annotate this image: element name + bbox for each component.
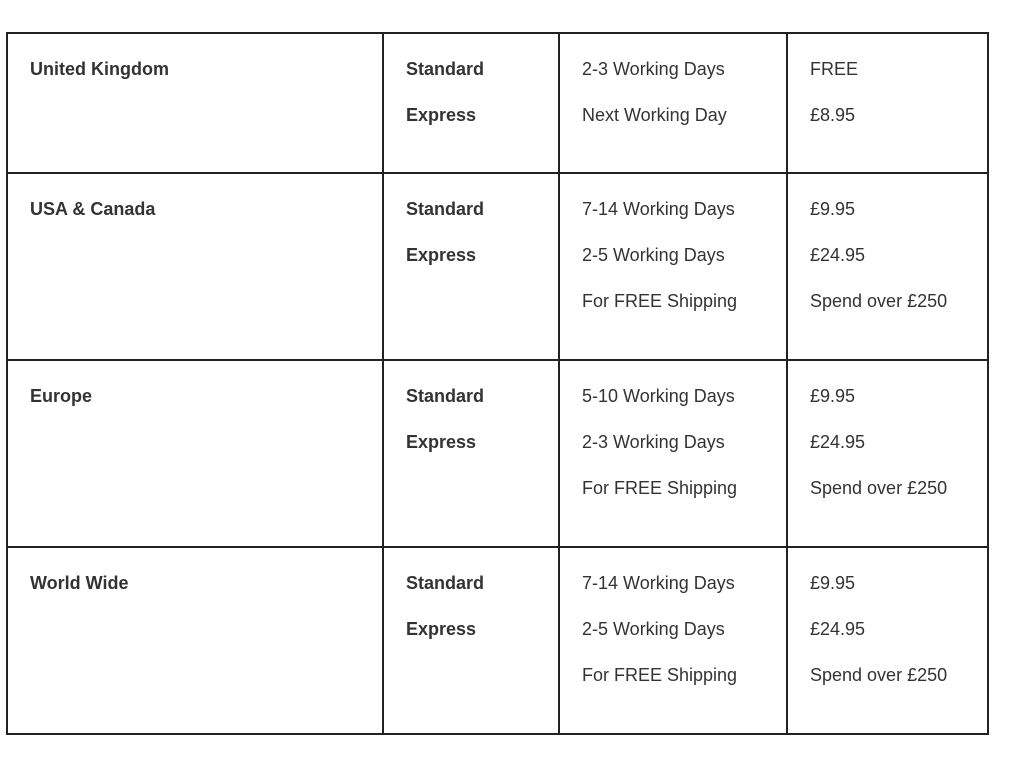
table-row bbox=[7, 360, 988, 547]
price: £24.95 bbox=[810, 432, 866, 452]
shipping-rates-table bbox=[6, 32, 989, 735]
price: £8.95 bbox=[810, 105, 856, 125]
price: FREE bbox=[810, 59, 859, 79]
price-cell bbox=[787, 360, 988, 547]
delivery-time: 5-10 Working Days bbox=[582, 386, 735, 406]
region-name: USA & Canada bbox=[30, 199, 156, 219]
free-shipping-note: For FREE Shipping bbox=[582, 665, 738, 685]
table-row bbox=[7, 547, 988, 734]
service-cell bbox=[383, 360, 559, 547]
delivery-time: 2-5 Working Days bbox=[582, 619, 725, 639]
service-name: Express bbox=[406, 105, 477, 125]
free-shipping-note: For FREE Shipping bbox=[582, 291, 738, 311]
delivery-time-cell bbox=[559, 173, 787, 360]
delivery-time: 7-14 Working Days bbox=[582, 573, 735, 593]
free-shipping-threshold: Spend over £250 bbox=[810, 291, 948, 311]
free-shipping-note: For FREE Shipping bbox=[582, 478, 738, 498]
region-cell bbox=[7, 33, 383, 173]
delivery-time: 7-14 Working Days bbox=[582, 199, 735, 219]
service-name: Standard bbox=[406, 59, 485, 79]
price-cell bbox=[787, 173, 988, 360]
table-row bbox=[7, 173, 988, 360]
service-cell bbox=[383, 33, 559, 173]
free-shipping-threshold: Spend over £250 bbox=[810, 478, 948, 498]
region-name: Europe bbox=[30, 386, 93, 406]
delivery-time-cell bbox=[559, 33, 787, 173]
price: £24.95 bbox=[810, 245, 866, 265]
table-row bbox=[7, 33, 988, 173]
service-cell bbox=[383, 173, 559, 360]
service-name: Express bbox=[406, 432, 477, 452]
delivery-time-cell bbox=[559, 360, 787, 547]
region-cell bbox=[7, 360, 383, 547]
delivery-time: 2-5 Working Days bbox=[582, 245, 725, 265]
service-name: Express bbox=[406, 245, 477, 265]
region-name: United Kingdom bbox=[30, 59, 169, 79]
service-name: Standard bbox=[406, 573, 485, 593]
service-name: Standard bbox=[406, 199, 485, 219]
region-cell bbox=[7, 547, 383, 734]
delivery-time-cell bbox=[559, 547, 787, 734]
service-name: Express bbox=[406, 619, 477, 639]
service-name: Standard bbox=[406, 386, 485, 406]
service-cell bbox=[383, 547, 559, 734]
region-cell bbox=[7, 173, 383, 360]
price: £9.95 bbox=[810, 199, 856, 219]
price: £9.95 bbox=[810, 573, 856, 593]
price: £9.95 bbox=[810, 386, 856, 406]
price-cell bbox=[787, 547, 988, 734]
delivery-time: Next Working Day bbox=[582, 105, 727, 125]
free-shipping-threshold: Spend over £250 bbox=[810, 665, 948, 685]
region-name: World Wide bbox=[30, 573, 129, 593]
price-cell bbox=[787, 33, 988, 173]
price: £24.95 bbox=[810, 619, 866, 639]
delivery-time: 2-3 Working Days bbox=[582, 432, 725, 452]
delivery-time: 2-3 Working Days bbox=[582, 59, 725, 79]
